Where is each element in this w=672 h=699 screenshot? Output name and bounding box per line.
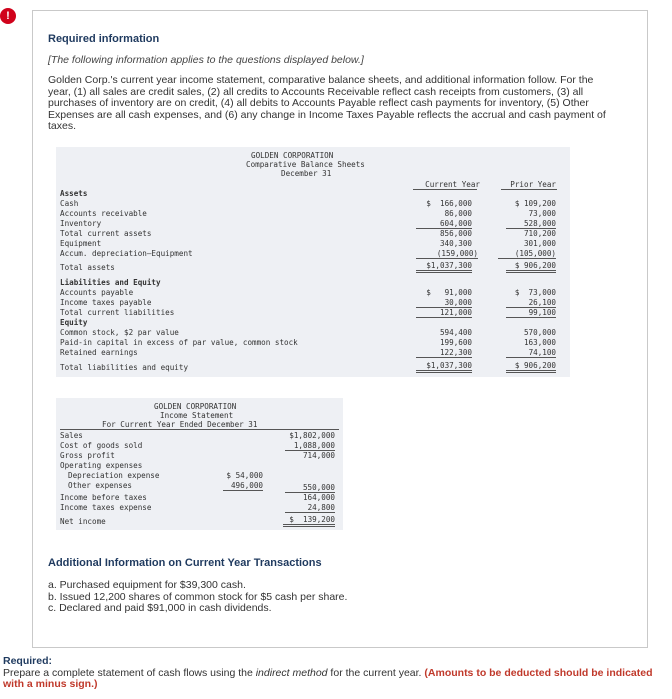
- row-label: Cash: [60, 199, 79, 208]
- value-prior: 528,000: [506, 219, 556, 229]
- intro-paragraph: Golden Corp.'s current year income statement, comparative balance sheets, and additional information follow. For the year, (1) all sales are credit sales, (2) all credits to Accounts Receivable reflect cash receipts from customers, (3) all purchases of inventory are on credit, (4) all debits to Accounts Payable reflect cash payments for inventory, (5) Other Expenses are all cash expenses, and (6) any change in Income Taxes Payable reflects the accrual and cash payment of taxes.: [48, 74, 606, 132]
- list-item: b. Issued 12,200 shares of common stock for $5 cash per share.: [48, 590, 348, 603]
- value-prior: 710,200: [523, 229, 556, 238]
- value-prior: $ 906,200: [506, 261, 556, 273]
- value-current: 199,600: [439, 338, 472, 347]
- value-current: 340,300: [439, 239, 472, 248]
- row-label: Accounts payable: [60, 288, 134, 297]
- liabilities-equity-heading: Liabilities and Equity: [60, 278, 161, 287]
- row-label: Retained earnings: [60, 348, 138, 357]
- value-total: 24,800: [285, 503, 335, 513]
- bs-subtitle: Comparative Balance Sheets: [246, 160, 365, 169]
- required-section: [3, 656, 663, 691]
- value-prior: $ 906,200: [506, 361, 556, 373]
- alert-icon: !: [0, 8, 16, 24]
- value-current: $ 91,000: [426, 288, 472, 297]
- row-label: Other expenses: [68, 481, 133, 490]
- row-label: Cost of goods sold: [60, 441, 143, 450]
- balance-sheet: [56, 147, 570, 377]
- minus-sign-note: (Amounts to be deducted should be indicated with a minus sign.): [3, 666, 653, 690]
- row-label: Accounts receivable: [60, 209, 147, 218]
- subtitle: [The following information applies to the questions displayed below.]: [48, 54, 364, 66]
- row-label: Equipment: [60, 239, 102, 248]
- required-text: for the current year.: [327, 666, 425, 679]
- value-total: 714,000: [302, 451, 335, 460]
- is-title: GOLDEN CORPORATION: [154, 402, 237, 411]
- value-total: $1,802,000: [289, 431, 335, 440]
- value-current: 856,000: [439, 229, 472, 238]
- value-sub: $ 54,000: [226, 471, 263, 480]
- row-label: Total current assets: [60, 229, 152, 238]
- value-current: 86,000: [444, 209, 472, 218]
- is-subtitle: Income Statement: [160, 411, 234, 420]
- value-prior: 570,000: [523, 328, 556, 337]
- value-sub: 496,000: [223, 481, 263, 491]
- value-total: 550,000: [285, 483, 335, 493]
- bs-date: December 31: [281, 169, 332, 178]
- income-statement: [56, 398, 343, 530]
- value-prior: 73,000: [528, 209, 556, 218]
- col-header-current: Current Year: [425, 180, 480, 189]
- value-prior: 74,100: [506, 348, 556, 358]
- required-text: Prepare a complete statement of cash flows using the: [3, 666, 256, 679]
- value-current: (159,000): [416, 249, 478, 259]
- value-current: 121,000: [416, 308, 472, 318]
- value-total: $ 139,200: [283, 515, 335, 527]
- value-prior: 301,000: [523, 239, 556, 248]
- value-current: 604,000: [416, 219, 472, 229]
- row-label: Paid-in capital in excess of par value, common stock: [60, 338, 298, 347]
- value-current: 594,400: [439, 328, 472, 337]
- additional-info-list: [48, 580, 347, 615]
- value-current: 30,000: [416, 298, 472, 308]
- row-label: Depreciation expense: [68, 471, 160, 480]
- row-label: Total assets: [60, 263, 115, 272]
- row-label: Accum. depreciation—Equipment: [60, 249, 193, 258]
- required-method: indirect method: [255, 666, 328, 679]
- value-prior: $ 73,000: [514, 288, 556, 297]
- required-label: Required:: [3, 655, 53, 667]
- col-header-prior: Prior Year: [510, 180, 556, 189]
- row-label: Total liabilities and equity: [60, 363, 189, 372]
- additional-info-heading: Additional Information on Current Year Transactions: [48, 557, 322, 569]
- value-prior: 99,100: [506, 308, 556, 318]
- value-total: 1,088,000: [285, 441, 335, 451]
- row-label: Gross profit: [60, 451, 115, 460]
- row-label: Income taxes payable: [60, 298, 152, 307]
- equity-heading: Equity: [60, 318, 88, 327]
- value-current: 122,300: [416, 348, 472, 358]
- bs-title: GOLDEN CORPORATION: [251, 151, 334, 160]
- value-prior: 163,000: [523, 338, 556, 347]
- is-period: For Current Year Ended December 31: [102, 420, 258, 429]
- row-label: Sales: [60, 431, 83, 440]
- row-label: Income taxes expense: [60, 503, 152, 512]
- value-current: $1,037,300: [416, 361, 472, 373]
- value-current: $1,037,300: [416, 261, 472, 273]
- value-prior: $ 109,200: [514, 199, 556, 208]
- value-total: 164,000: [302, 493, 335, 502]
- value-prior: 26,100: [506, 298, 556, 308]
- section-heading: Required information: [48, 33, 160, 45]
- row-label: Total current liabilities: [60, 308, 175, 317]
- row-label: Common stock, $2 par value: [60, 328, 179, 337]
- assets-heading: Assets: [60, 189, 88, 198]
- value-prior: (105,000): [498, 249, 556, 259]
- row-label: Net income: [60, 517, 106, 526]
- value-current: $ 166,000: [426, 199, 472, 208]
- opex-heading: Operating expenses: [60, 461, 143, 470]
- row-label: Income before taxes: [60, 493, 147, 502]
- list-item: a. Purchased equipment for $39,300 cash.: [48, 579, 246, 591]
- list-item: c. Declared and paid $91,000 in cash dividends.: [48, 602, 272, 614]
- row-label: Inventory: [60, 219, 102, 228]
